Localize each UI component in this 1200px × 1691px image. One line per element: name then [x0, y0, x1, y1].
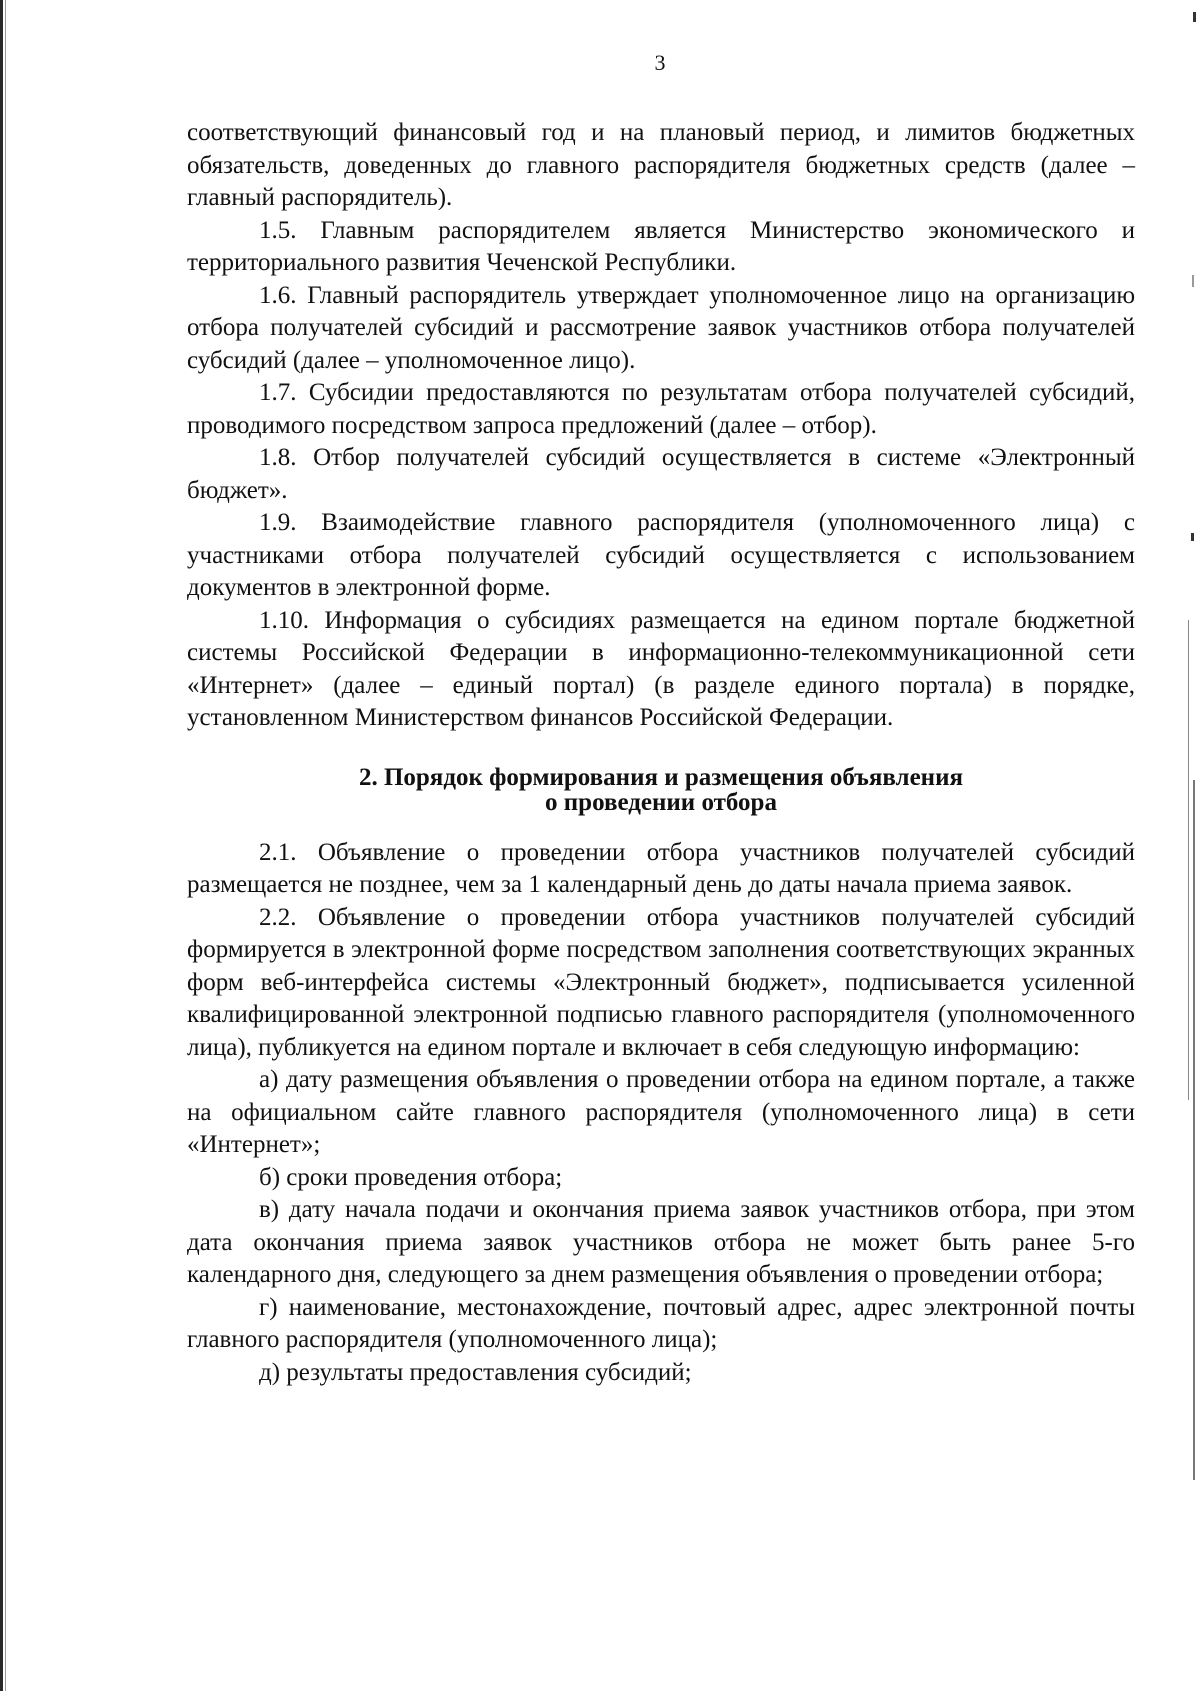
list-item-a: а) дату размещения объявления о проведении отбора на едином портале, а также на официальном сайте главного распорядителя (уполномоченного лица) в сети «Интернет»; — [187, 1066, 1135, 1158]
scan-mark — [1193, 12, 1196, 22]
scan-mark — [1193, 780, 1195, 1480]
scan-mark — [1192, 275, 1194, 287]
section-title-line-2: о проведении отбора — [545, 788, 777, 816]
paragraph-1-10: 1.10. Информация о субсидиях размещается на едином портале бюджетной системы Российской Федерации в информационно-телекоммуникационной сети «Интернет» (далее – единый портал) (в разделе единого портала) в порядке, установленном Министерством финансов Российской Федерации. — [187, 606, 1135, 731]
paragraph-1-8: 1.8. Отбор получателей субсидий осуществляется в системе «Электронный бюджет». — [187, 444, 1135, 504]
paragraph-2-2: 2.2. Объявление о проведении отбора участников получателей субсидий формируется в электронной форме посредством заполнения соответствующих экранных форм веб-интерфейса системы «Электронный бюджет», подписывается усиленной квалифицированной электронной подписью главного распорядителя (уполномоченного лица), публикуется на едином портале и включает в себя следующую информацию: — [187, 903, 1135, 1061]
paragraph-1-6: 1.6. Главный распорядитель утверждает уполномоченное лицо на организацию отбора получателей субсидий и рассмотрение заявок участников отбора получателей субсидий (далее – уполномоченное лицо). — [187, 281, 1135, 374]
section-title — [187, 765, 1135, 815]
section-title-line-1: 2. Порядок формирования и размещения объявления — [358, 763, 964, 791]
scan-edge-left-inner — [5, 0, 6, 1691]
list-item-d: д) результаты предоставления субсидий; — [259, 1358, 692, 1386]
scan-edge-left — [0, 0, 3, 1691]
list-item-v: в) дату начала подачи и окончания приема заявок участников отбора, при этом дата окончания приема заявок участников отбора не может быть ранее 5-го календарного дня, следующего за днем размещения объявления о проведении отбора; — [187, 1196, 1135, 1288]
list-item-g: г) наименование, местонахождение, почтовый адрес, адрес электронной почты главного распорядителя (уполномоченного лица); — [187, 1293, 1135, 1353]
paragraph-1-5: 1.5. Главным распорядителем является Министерство экономического и территориального развития Чеченской Республики. — [187, 216, 1135, 276]
paragraph-continuation: соответствующий финансовый год и на плановый период, и лимитов бюджетных обязательств, доведенных до главного распорядителя бюджетных средств (далее – главный распорядитель). — [187, 119, 1135, 211]
document-body — [187, 117, 1135, 1389]
paragraph-2-1: 2.1. Объявление о проведении отбора участников получателей субсидий размещается не позднее, чем за 1 календарный день до даты начала приема заявок. — [187, 838, 1135, 898]
page-number: 3 — [654, 50, 666, 75]
paragraph-1-7: 1.7. Субсидии предоставляются по результатам отбора получателей субсидий, проводимого посредством запроса предложений (далее – отбор). — [187, 379, 1135, 439]
scan-mark — [1188, 620, 1189, 1100]
paragraph-1-9: 1.9. Взаимодействие главного распорядителя (уполномоченного лица) с участниками отбора получателей субсидий осуществляется с использованием документов в электронной форме. — [187, 509, 1135, 601]
scan-mark — [1191, 533, 1194, 541]
list-item-b: б) сроки проведения отбора; — [259, 1163, 563, 1191]
